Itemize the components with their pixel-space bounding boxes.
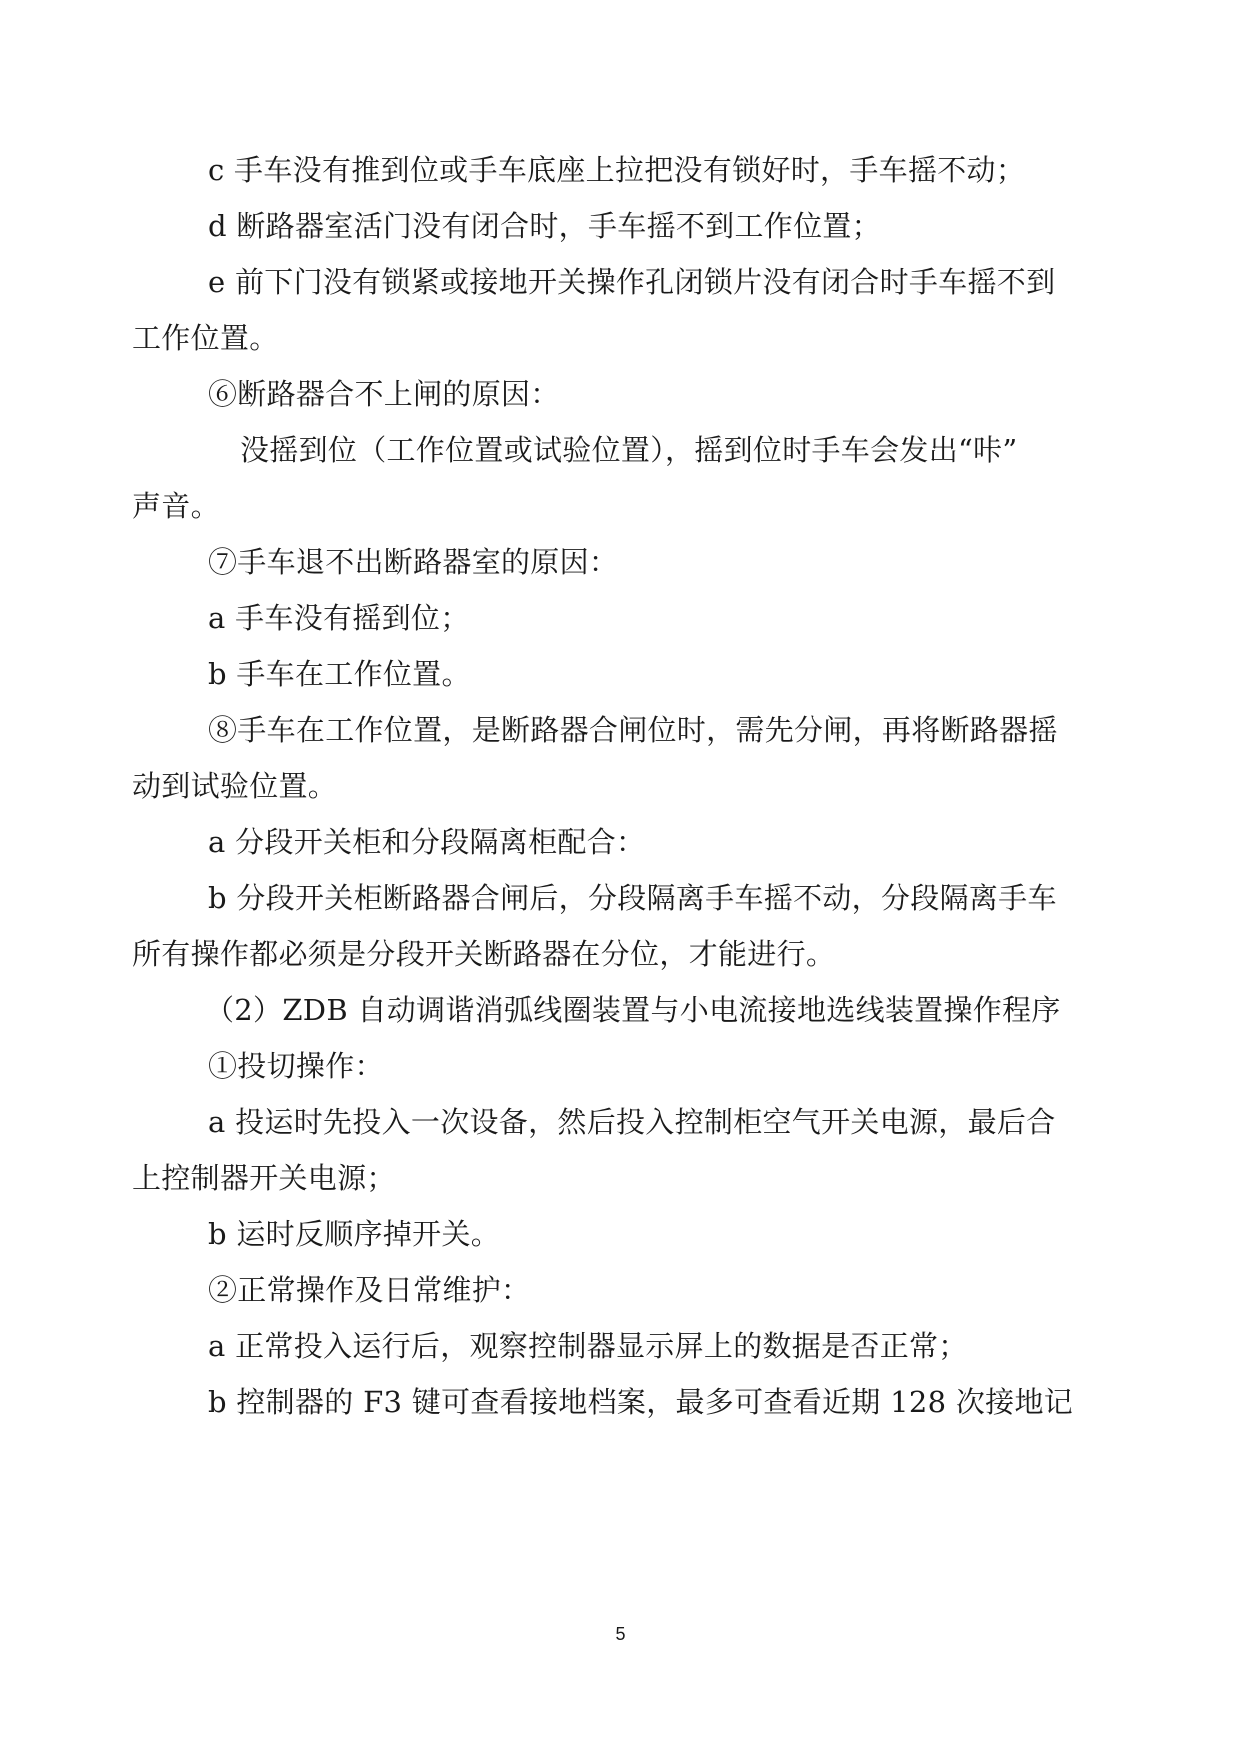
text-line: c 手车没有推到位或手车底座上拉把没有锁好时，手车摇不动； — [208, 153, 1026, 187]
section-heading: ⑦手车退不出断路器室的原因： — [208, 545, 619, 579]
page-number: 5 — [615, 1624, 626, 1644]
text-line: 声音。 — [132, 489, 220, 523]
text-line: 上控制器开关电源； — [132, 1161, 396, 1195]
section-heading: ②正常操作及日常维护： — [208, 1273, 531, 1307]
text-line: e 前下门没有锁紧或接地开关操作孔闭锁片没有闭合时手车摇不到 — [208, 265, 1056, 299]
text-line: b 控制器的 F3 键可查看接地档案，最多可查看近期 128 次接地记 — [208, 1385, 1074, 1419]
text-line: b 分段开关柜断路器合闸后，分段隔离手车摇不动，分段隔离手车 — [208, 881, 1057, 915]
section-heading: ⑥断路器合不上闸的原因： — [208, 377, 560, 411]
text-line: b 手车在工作位置。 — [208, 657, 471, 691]
text-line: b 运时反顺序掉开关。 — [208, 1217, 501, 1251]
text-line: 工作位置。 — [132, 321, 279, 355]
text-line: 没摇到位（工作位置或试验位置），摇到位时手车会发出“咔” — [240, 433, 1018, 467]
section-heading: （2）ZDB 自动调谐消弧线圈装置与小电流接地选线装置操作程序 — [205, 993, 1061, 1027]
text-line: a 正常投入运行后，观察控制器显示屏上的数据是否正常； — [208, 1329, 968, 1363]
text-line: a 手车没有摇到位； — [208, 601, 470, 635]
section-heading: ⑧手车在工作位置，是断路器合闸位时，需先分闸，再将断路器摇 — [208, 713, 1058, 747]
section-heading: ①投切操作： — [208, 1049, 384, 1083]
text-line: d 断路器室活门没有闭合时，手车摇不到工作位置； — [208, 209, 881, 243]
text-line: a 分段开关柜和分段隔离柜配合： — [208, 825, 646, 859]
text-line: a 投运时先投入一次设备，然后投入控制柜空气开关电源，最后合 — [208, 1105, 1056, 1139]
text-line: 所有操作都必须是分段开关断路器在分位，才能进行。 — [132, 937, 836, 971]
text-line: 动到试验位置。 — [132, 769, 338, 803]
